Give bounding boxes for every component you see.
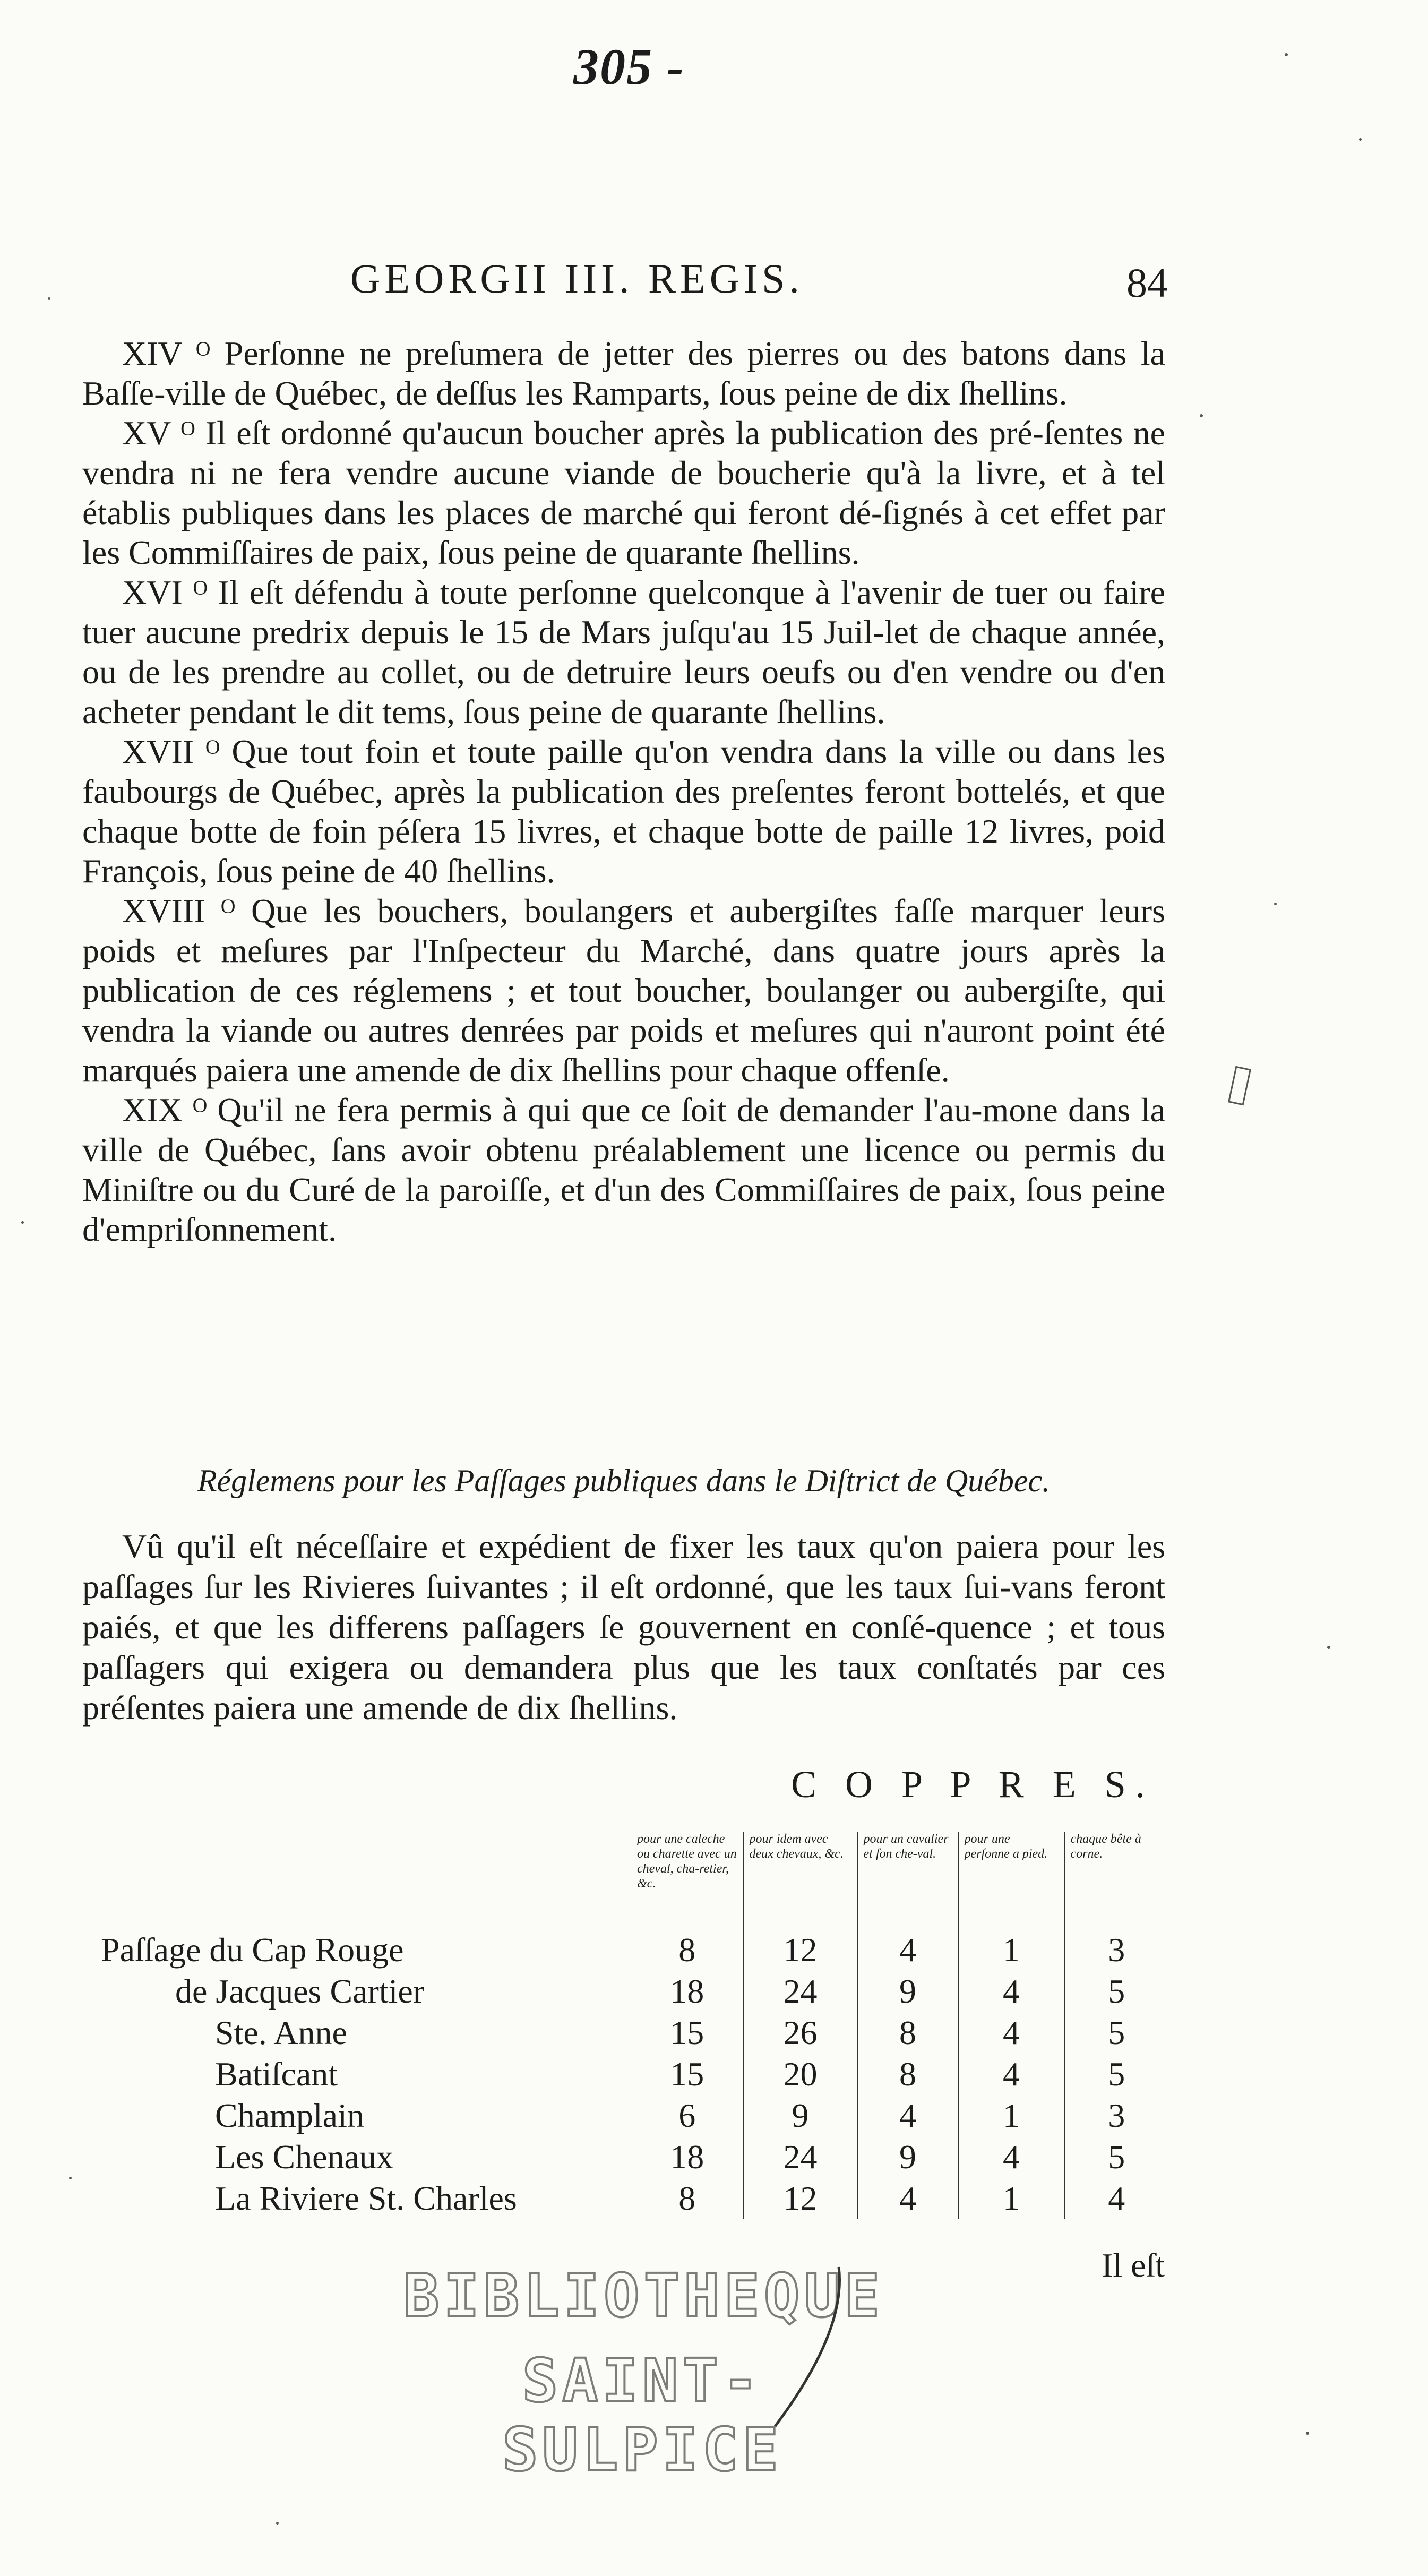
table-cell: 5 bbox=[1064, 1971, 1168, 2012]
article-numeral: XVI ᴼ bbox=[122, 573, 208, 611]
table-row bbox=[101, 1929, 1168, 1971]
article-text: Il eſt ordonné qu'aucun boucher après la publication des pré-ſentes ne vendra ni ne fera vendre aucune viande de boucherie qu'à la livre, et à tel établis publiques dans les places de marché qui feront dé-ſignés à cet effet par les Commiſſaires de paix, ſous peine de quarante ſhellins. bbox=[82, 414, 1166, 571]
article-text: Que les bouchers, boulangers et aubergiſtes faſſe marquer leurs poids et meſures par l'Inſpecteur du Marché, dans quatre jours après la publication de ces réglemens ; et tout boucher, boulanger ou aubergiſte, qui vendra la viande ou autres denrées par poids et meſures qui n'auront point été marqués paiera une amende de dix ſhellins pour chaque offenſe. bbox=[82, 892, 1166, 1089]
place-name: Ste. Anne bbox=[215, 2014, 347, 2051]
table-cell: 12 bbox=[743, 2178, 857, 2219]
table-row bbox=[101, 1971, 1168, 2012]
section-intro: Vû qu'il eſt néceſſaire et expédient de fixer les taux qu'on paiera pour les paſſages ſur les Rivieres ſuivantes ; il eſt ordonné, que les taux ſui-vans feront paiés, et que les differens paſſagers ſe gouvernent en conſé-quence ; et tous paſſagers qui exigera ou demandera plus que les taux conſtatés par ces préſentes paiera une amende de dix ſhellins. bbox=[82, 1527, 1165, 1727]
place-name: de Jacques Cartier bbox=[175, 1972, 425, 2010]
table-cell: 4 bbox=[857, 2178, 958, 2219]
table-cell: 15 bbox=[670, 2014, 704, 2051]
paper-speck bbox=[1285, 53, 1288, 56]
table-cell: 4 bbox=[1064, 2178, 1168, 2219]
table-cell: 6 bbox=[678, 2097, 696, 2134]
table-cell: 4 bbox=[857, 1929, 958, 1971]
table-cell: 3 bbox=[1064, 1929, 1168, 1971]
place-name: La Riviere St. Charles bbox=[215, 2179, 517, 2217]
table-header-row bbox=[101, 1832, 1168, 1929]
table-cell: 9 bbox=[857, 2136, 958, 2178]
table-cell: 18 bbox=[670, 2138, 704, 2176]
article-numeral: XVIII ᴼ bbox=[122, 892, 236, 930]
paper-speck bbox=[1274, 903, 1277, 905]
table-cell: 4 bbox=[857, 2095, 958, 2136]
table-row bbox=[101, 2095, 1168, 2136]
article-xix bbox=[82, 1090, 1165, 1249]
paper-speck bbox=[69, 2177, 72, 2179]
table-cell: 18 bbox=[670, 1972, 704, 2010]
article-xviii bbox=[82, 891, 1165, 1090]
paper-speck bbox=[48, 297, 50, 300]
article-text: Qu'il ne fera permis à qui que ce ſoit de demander l'au-mone dans la ville de Québec, ſans avoir obtenu préalablement une licence ou permis du Miniſtre ou du Curé de la paroiſſe, et d'un des Commiſſaires de paix, ſous peine d'empriſonnement. bbox=[82, 1091, 1166, 1248]
library-stamp bbox=[403, 2256, 884, 2485]
table-cell: 24 bbox=[743, 2136, 857, 2178]
article-xiv bbox=[82, 333, 1165, 413]
article-xvii bbox=[82, 732, 1165, 891]
table-cell: 4 bbox=[958, 2012, 1064, 2054]
paper-speck bbox=[1200, 414, 1203, 417]
table-cell: 15 bbox=[670, 2055, 704, 2093]
margin-mark bbox=[1228, 1066, 1251, 1106]
table-cell: 1 bbox=[958, 1929, 1064, 1971]
table-cell: 8 bbox=[678, 1931, 696, 1969]
catchword: Il eſt bbox=[1102, 2246, 1165, 2284]
pen-stroke-icon bbox=[403, 2256, 884, 2432]
table-row bbox=[101, 2178, 1168, 2219]
table-cell: 8 bbox=[857, 2012, 958, 2054]
table-cell: 4 bbox=[958, 1971, 1064, 2012]
article-text: Que tout foin et toute paille qu'on vendra dans la ville ou dans les faubourgs de Québec, après la publication des preſentes feront bottelés, et que chaque botte de foin péſera 15 livres, et chaque botte de paille 12 livres, poid François, ſous peine de 40 ſhellins. bbox=[82, 733, 1166, 890]
table-heading: C O P P R E S. bbox=[791, 1763, 1155, 1806]
column-header: pour une caleche ou charette avec un cheval, cha-retier, &c. bbox=[637, 1832, 737, 1891]
table-cell: 8 bbox=[857, 2054, 958, 2095]
table-cell: 1 bbox=[958, 2178, 1064, 2219]
ordinance-body bbox=[82, 333, 1165, 1249]
table-row bbox=[101, 2012, 1168, 2054]
article-xv bbox=[82, 413, 1165, 572]
article-numeral: XV ᴼ bbox=[122, 414, 195, 452]
table-row bbox=[101, 2136, 1168, 2178]
table-cell: 3 bbox=[1064, 2095, 1168, 2136]
table-cell: 9 bbox=[743, 2095, 857, 2136]
column-header: pour idem avec deux chevaux, &c. bbox=[743, 1832, 857, 1929]
article-numeral: XIX ᴼ bbox=[122, 1091, 207, 1129]
table-cell: 4 bbox=[958, 2054, 1064, 2095]
article-numeral: XVII ᴼ bbox=[122, 733, 220, 770]
place-name: Champlain bbox=[215, 2097, 364, 2134]
article-text: Il eſt défendu à toute perſonne quelconque à l'avenir de tuer ou faire tuer aucune predrix depuis le 15 de Mars juſqu'au 15 Juil-let de chaque année, ou de les prendre au collet, ou de detruire leurs oeufs ou d'en vendre ou d'en acheter pendant le dit tems, ſous peine de quarante ſhellins. bbox=[82, 573, 1166, 731]
section-title: Réglemens pour les Paſſages publiques dans le Diſtrict de Québec. bbox=[197, 1463, 1051, 1498]
paper-speck bbox=[1327, 1646, 1330, 1649]
fare-table bbox=[101, 1832, 1168, 2219]
column-header: pour un cavalier et ſon che-val. bbox=[857, 1832, 958, 1929]
running-head bbox=[350, 255, 1168, 313]
table-cell: 5 bbox=[1064, 2012, 1168, 2054]
stamp-line: SAINT-SULPICE bbox=[502, 2347, 782, 2485]
table-row bbox=[101, 2054, 1168, 2095]
paper-speck bbox=[21, 1221, 24, 1224]
paper-speck bbox=[1359, 138, 1362, 141]
article-numeral: XIV ᴼ bbox=[122, 334, 211, 372]
table-cell: 20 bbox=[743, 2054, 857, 2095]
place-name: Batiſcant bbox=[215, 2055, 338, 2093]
place-name: Les Chenaux bbox=[215, 2138, 393, 2176]
table-cell: 1 bbox=[958, 2095, 1064, 2136]
page-number: 84 bbox=[1126, 260, 1168, 306]
paper-speck bbox=[1306, 2432, 1309, 2435]
place-name: Paſſage du Cap Rouge bbox=[101, 1931, 404, 1969]
place-column-header bbox=[101, 1832, 632, 1929]
table-cell: 26 bbox=[743, 2012, 857, 2054]
table-cell: 8 bbox=[678, 2179, 696, 2217]
running-title: GEORGII III. REGIS. bbox=[350, 255, 804, 302]
table-cell: 5 bbox=[1064, 2136, 1168, 2178]
column-header: pour une perſonne a pied. bbox=[958, 1832, 1064, 1929]
stamp-line: BIBLIOTHEQUE bbox=[403, 2262, 884, 2331]
paper-speck bbox=[276, 2522, 279, 2525]
column-header: chaque bête à corne. bbox=[1064, 1832, 1168, 1929]
table-cell: 9 bbox=[857, 1971, 958, 2012]
article-text: Perſonne ne preſumera de jetter des pierres ou des batons dans la Baſſe-ville de Québec, de deſſus les Ramparts, ſous peine de dix ſhellins. bbox=[82, 334, 1166, 412]
article-xvi bbox=[82, 572, 1165, 732]
table-cell: 24 bbox=[743, 1971, 857, 2012]
handwritten-folio: 305 - bbox=[573, 38, 685, 95]
table-cell: 4 bbox=[958, 2136, 1064, 2178]
table-cell: 12 bbox=[743, 1929, 857, 1971]
table-cell: 5 bbox=[1064, 2054, 1168, 2095]
